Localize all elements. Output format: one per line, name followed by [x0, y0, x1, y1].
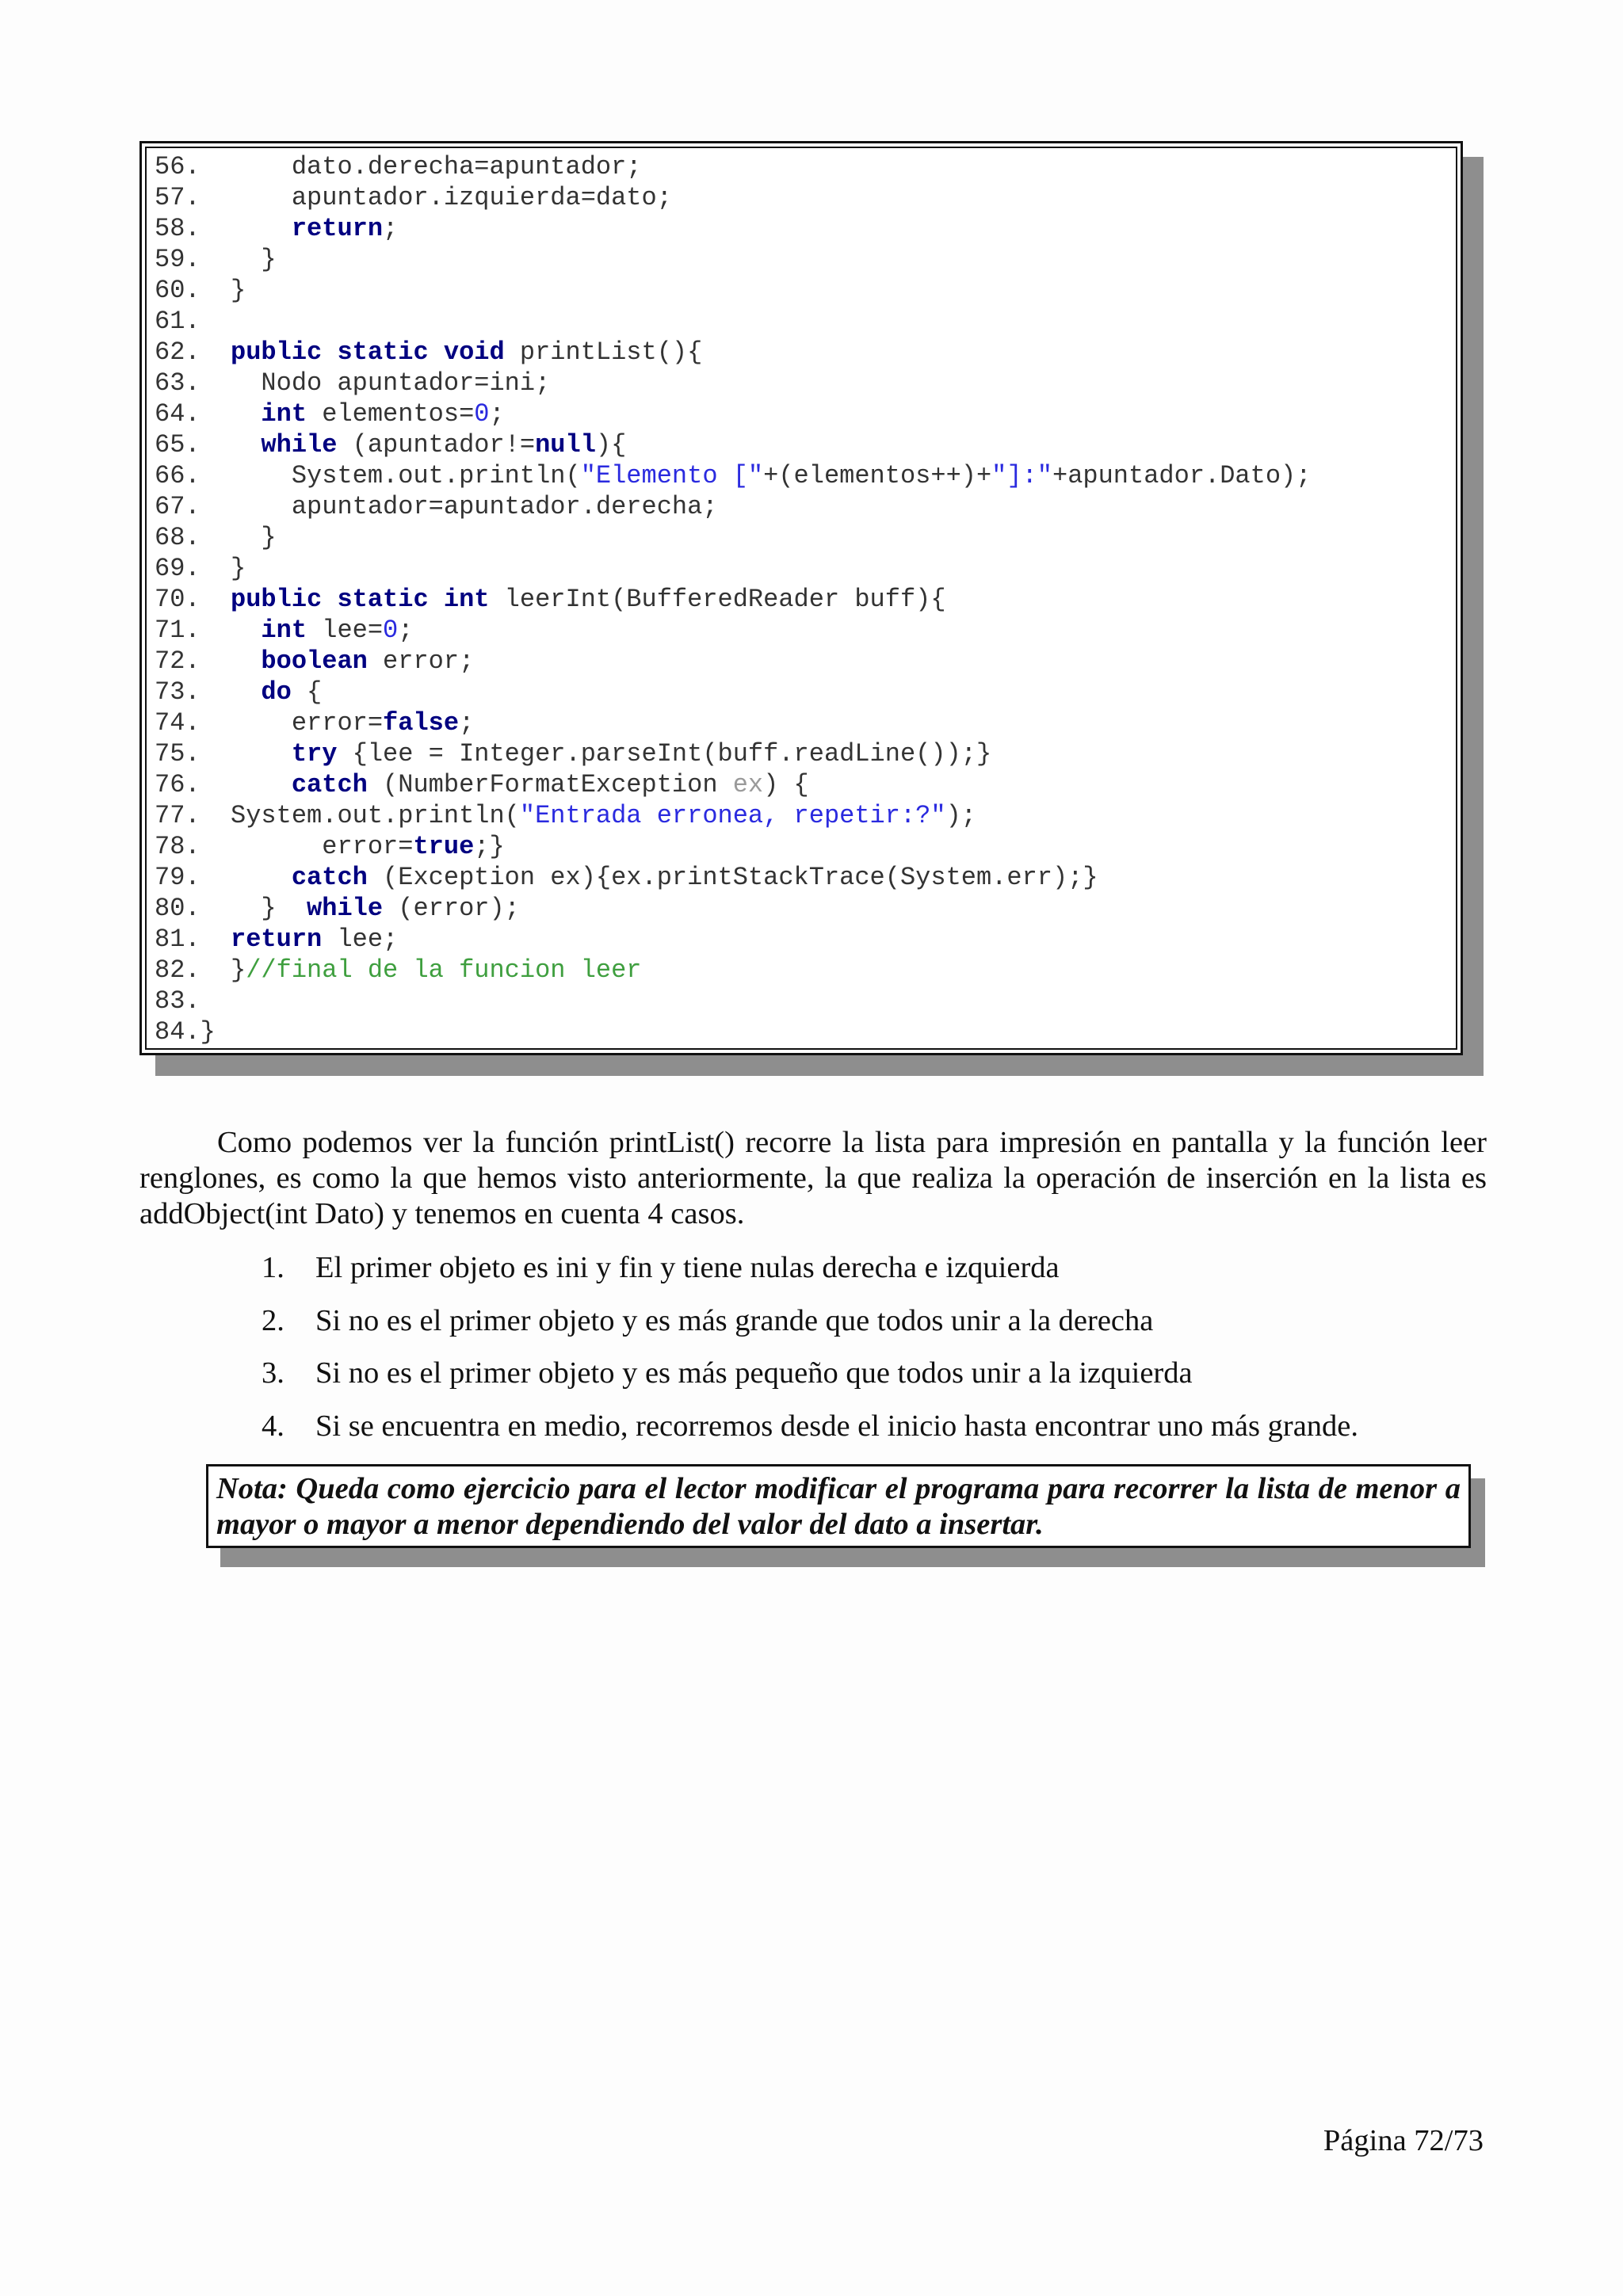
code-token: ;: [398, 616, 414, 645]
code-listing: [139, 141, 1468, 1060]
code-token: 68. }: [155, 523, 277, 552]
code-token: public static void: [231, 338, 505, 367]
code-token: 59. }: [155, 245, 277, 274]
code-token: ;: [489, 399, 505, 429]
code-line: [155, 986, 1311, 1016]
code-line: [155, 213, 1311, 244]
code-line: [155, 862, 1311, 893]
code-token: (error);: [383, 894, 520, 923]
code-token: 70.: [155, 585, 231, 614]
code-line: [155, 677, 1311, 707]
code-token: );: [945, 801, 976, 830]
code-token: catch: [291, 770, 368, 799]
code-line: [155, 553, 1311, 584]
list-item-number: 3.: [262, 1356, 285, 1390]
code-token: (apuntador!=: [337, 430, 536, 460]
code-listing-box: [139, 141, 1463, 1055]
code-lines: [155, 151, 1311, 1047]
code-line: [155, 182, 1311, 213]
code-token: ;: [383, 214, 399, 243]
code-line: [155, 275, 1311, 306]
code-token: do: [261, 677, 292, 707]
code-line: [155, 893, 1311, 924]
code-line: [155, 522, 1311, 553]
list-item-text: El primer objeto es ini y fin y tiene nulas derecha e izquierda: [315, 1251, 1060, 1284]
code-token: 63. Nodo apuntador=ini;: [155, 368, 551, 398]
code-line: [155, 368, 1311, 399]
code-line: [155, 615, 1311, 646]
code-token: 84.}: [155, 1017, 216, 1047]
code-token: return: [291, 214, 384, 243]
list-item: [262, 1356, 1358, 1409]
code-line: [155, 399, 1311, 429]
code-token: 75.: [155, 739, 292, 769]
code-token: 0: [474, 399, 490, 429]
list-item-text: Si no es el primer objeto y es más pequeño que todos unir a la izquierda: [315, 1356, 1193, 1390]
list-item: [262, 1409, 1358, 1462]
code-token: 76.: [155, 770, 292, 799]
code-token: int: [261, 399, 307, 429]
body-paragraph: Como podemos ver la función printList() recorre la lista para impresión en pantalla y la función leer renglones, es como la que hemos visto anteriormente, la que realiza la operación de inserción en la lista es addObject(int Dato) y tenemos en cuenta 4 casos.: [139, 1126, 1487, 1230]
code-token: (NumberFormatException: [367, 770, 733, 799]
code-token: 61.: [155, 307, 200, 336]
code-token: 0: [383, 616, 399, 645]
code-token: 69. }: [155, 554, 246, 583]
code-token: return: [231, 925, 323, 954]
code-token: {lee = Integer.parseInt(buff.readLine());}: [337, 739, 992, 769]
code-token: 64.: [155, 399, 262, 429]
code-line: [155, 707, 1311, 738]
code-line: [155, 306, 1311, 337]
code-token: true: [413, 832, 475, 861]
code-token: leerInt(BufferedReader buff){: [489, 585, 946, 614]
code-token: catch: [291, 863, 368, 892]
code-token: int: [261, 616, 307, 645]
code-token: error;: [367, 646, 475, 676]
case-list: [262, 1250, 1358, 1461]
code-token: lee=: [307, 616, 384, 645]
code-line: [155, 738, 1311, 769]
code-token: while: [307, 894, 384, 923]
code-token: +apuntador.Dato);: [1052, 461, 1312, 490]
list-item-number: 4.: [262, 1409, 285, 1443]
code-token: 73.: [155, 677, 262, 707]
code-token: try: [291, 739, 338, 769]
code-token: 60. }: [155, 276, 246, 305]
code-line: [155, 429, 1311, 460]
code-token: null: [535, 430, 596, 460]
code-token: printList(){: [504, 338, 703, 367]
code-token: 56. dato.derecha=apuntador;: [155, 152, 642, 181]
code-token: 62.: [155, 338, 231, 367]
code-line: [155, 1016, 1311, 1047]
code-token: 72.: [155, 646, 262, 676]
code-line: [155, 831, 1311, 862]
code-token: 67. apuntador=apuntador.derecha;: [155, 492, 718, 521]
code-token: 74. error=: [155, 708, 384, 738]
note-text: Queda como ejercicio para el lector modificar el programa para recorrer la lista de menor a mayor o mayor a menor dependiendo del valor del dato a insertar.: [216, 1472, 1461, 1541]
code-token: +(elementos++)+: [763, 461, 992, 490]
code-token: 78. error=: [155, 832, 414, 861]
code-line: [155, 584, 1311, 615]
list-item-text: Si no es el primer objeto y es más grande que todos unir a la derecha: [315, 1303, 1154, 1337]
list-item-text: Si se encuentra en medio, recorremos desde el inicio hasta encontrar uno más grande.: [315, 1409, 1358, 1443]
code-token: (Exception ex){ex.printStackTrace(System.err);}: [367, 863, 1098, 892]
note-callout: [206, 1464, 1471, 1553]
code-token: 79.: [155, 863, 292, 892]
code-token: {: [291, 677, 323, 707]
code-token: "Entrada erronea, repetir:?": [519, 801, 946, 830]
code-token: "Elemento [": [580, 461, 764, 490]
code-token: while: [261, 430, 338, 460]
code-line: [155, 769, 1311, 800]
code-token: ) {: [763, 770, 809, 799]
code-token: lee;: [322, 925, 399, 954]
code-token: //final de la funcion leer: [246, 955, 642, 985]
note-box: [206, 1464, 1471, 1548]
code-token: 58.: [155, 214, 292, 243]
code-line: [155, 491, 1311, 522]
code-line: [155, 460, 1311, 491]
code-line: [155, 924, 1311, 955]
code-token: elementos=: [307, 399, 475, 429]
list-item-number: 1.: [262, 1251, 285, 1284]
code-line: [155, 646, 1311, 677]
code-line: [155, 244, 1311, 275]
code-token: false: [383, 708, 460, 738]
code-line: [155, 337, 1311, 368]
code-token: 82. }: [155, 955, 246, 985]
code-line: [155, 151, 1311, 182]
code-token: ex: [732, 770, 764, 799]
page-number: Página 72/73: [1323, 2124, 1484, 2157]
list-item: [262, 1250, 1358, 1303]
code-token: 80. }: [155, 894, 307, 923]
code-line: [155, 955, 1311, 986]
code-token: ;: [459, 708, 475, 738]
code-token: 65.: [155, 430, 262, 460]
code-line: [155, 800, 1311, 831]
code-token: "]:": [991, 461, 1052, 490]
code-token: ){: [595, 430, 627, 460]
code-token: ;}: [474, 832, 505, 861]
code-token: 81.: [155, 925, 231, 954]
code-token: 57. apuntador.izquierda=dato;: [155, 183, 672, 212]
list-item: [262, 1303, 1358, 1356]
list-item-number: 2.: [262, 1303, 285, 1337]
code-token: 66. System.out.println(: [155, 461, 581, 490]
code-token: 83.: [155, 986, 200, 1016]
code-token: public static int: [231, 585, 490, 614]
code-token: boolean: [261, 646, 368, 676]
note-label: Nota:: [216, 1472, 288, 1505]
code-token: 71.: [155, 616, 262, 645]
code-token: 77. System.out.println(: [155, 801, 520, 830]
